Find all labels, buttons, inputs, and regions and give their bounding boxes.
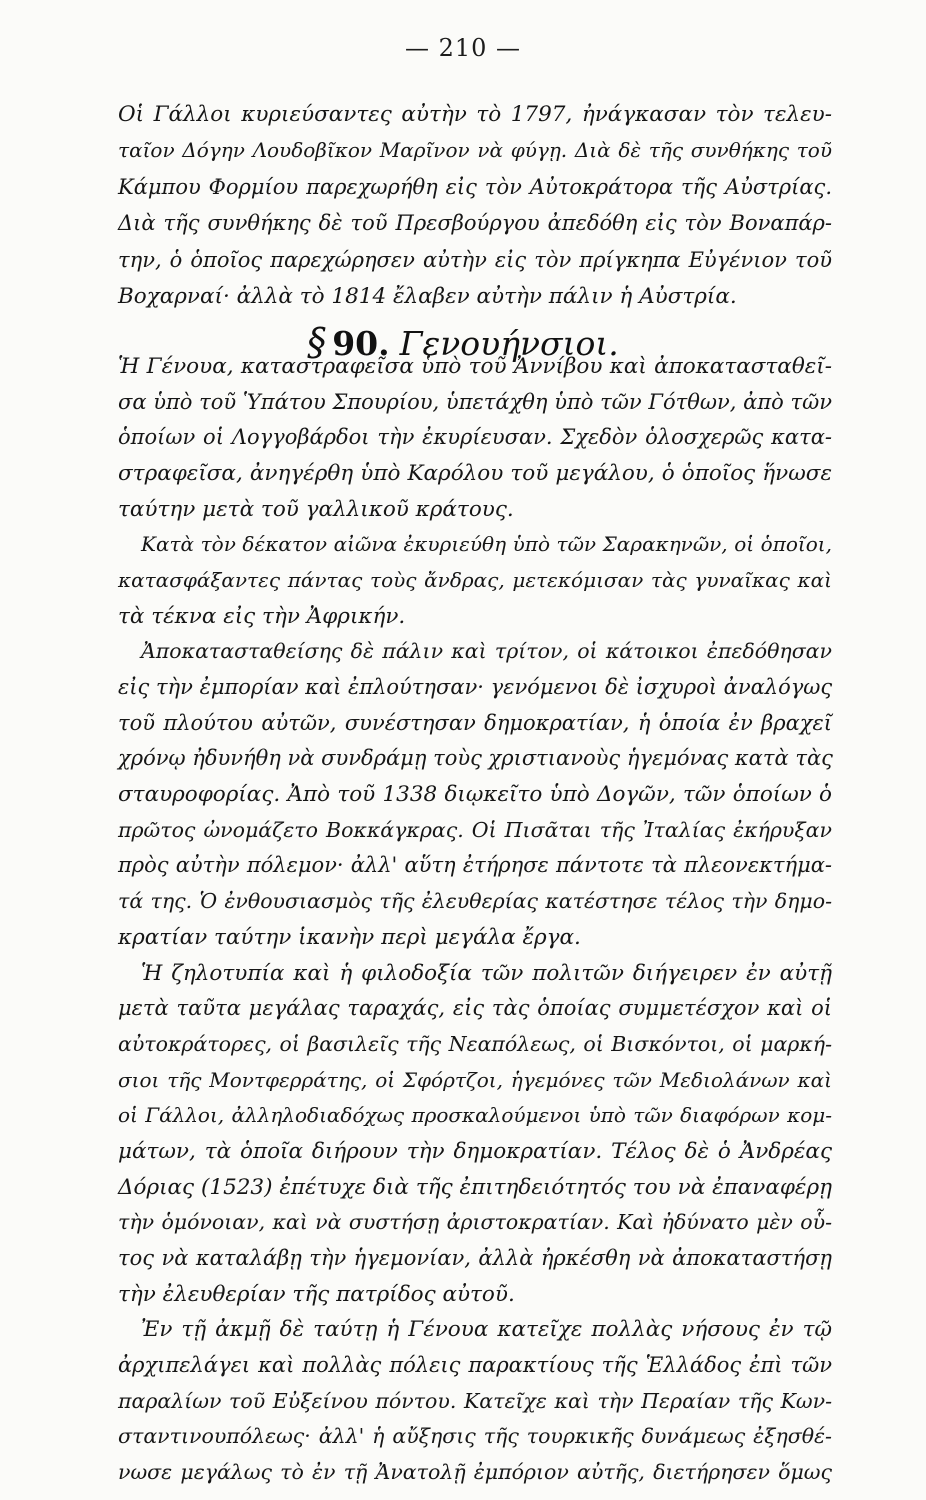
text-line: Οἱ Γάλλοι κυριεύσαντες αὐτὴν τὸ 1797, ἠνάγκασαν τὸν τελευ- — [118, 102, 832, 127]
text-line: κατασφάξαντες πάντας τοὺς ἄνδρας, μετεκόμισαν τὰς γυναῖκας καὶ — [118, 568, 832, 593]
text-line: σα ὑπὸ τοῦ Ὑπάτου Σπουρίου, ὑπετάχθη ὑπὸ τῶν Γότθων, ἀπὸ τῶν — [118, 389, 832, 414]
text-line: ἀρχιπελάγει καὶ πολλὰς πόλεις παρακτίους τῆς Ἑλλάδος ἐπὶ τῶν — [118, 1352, 832, 1377]
text-line: ταῖον Δόγην Λουδοβῖκον Μαρῖνον νὰ φύγῃ. Διὰ δὲ τῆς συνθήκης τοῦ — [118, 138, 832, 163]
text-line: σιοι τῆς Μοντφερράτης, οἱ Σφόρτζοι, ἡγεμόνες τῶν Μεδιολάνων καὶ — [118, 1067, 832, 1092]
text-line: μάτων, τὰ ὁποῖα διήρουν τὴν δημοκρατίαν. Τέλος δὲ ὁ Ἀνδρέας — [118, 1138, 832, 1164]
text-line: Ἡ Γένουα, καταστραφεῖσα ὑπὸ τοῦ Ἀννίβου καὶ ἀποκατασταθεῖ- — [118, 354, 832, 379]
text-line: χρόνῳ ἠδυνήθη νὰ συνδράμῃ τοὺς χριστιανοὺς ἡγεμόνας κατὰ τὰς — [118, 746, 833, 771]
text-line: Ἀποκατασταθείσης δὲ πάλιν καὶ τρίτον, οἱ κάτοικοι ἐπεδόθησαν — [141, 639, 832, 664]
text-line: Κάμπου Φορμίου παρεχωρήθη εἰς τὸν Αὐτοκράτορα τῆς Αὐστρίας. — [118, 174, 832, 199]
text-line: Ἐν τῇ ἀκμῇ δὲ ταύτῃ ἡ Γένουα κατεῖχε πολλὰς νήσους ἐν τῷ — [141, 1317, 832, 1343]
text-line: τοῦ πλούτου αὐτῶν, συνέστησαν δημοκρατίαν, ἡ ὁποία ἐν βραχεῖ — [118, 710, 832, 735]
text-line: τά της. Ὁ ἐνθουσιασμὸς τῆς ἐλευθερίας κατέστησε τέλος τὴν δημο- — [118, 889, 832, 914]
text-line: σταντινουπόλεως· ἀλλ' ἡ αὔξησις τῆς τουρκικῆς δυνάμεως ἐξησθέ- — [118, 1424, 832, 1449]
text-line: τὴν ὁμόνοιαν, καὶ νὰ συστήσῃ ἀριστοκρατίαν. Καὶ ἠδύνατο μὲν οὗ- — [118, 1210, 832, 1235]
text-line: Διὰ τῆς συνθήκης δὲ τοῦ Πρεσβούργου ἀπεδόθη εἰς τὸν Βοναπάρ- — [118, 211, 832, 236]
text-line: την, ὁ ὁποῖος παρεχώρησεν αὐτὴν εἰς τὸν πρίγκηπα Εὐγένιον τοῦ — [118, 247, 832, 272]
text-line: νωσε μεγάλως τὸ ἐν τῇ Ἀνατολῇ ἐμπόριον αὐτῆς, διετήρησεν ὅμως — [118, 1460, 832, 1484]
text-line: Κατὰ τὸν δέκατον αἰῶνα ἐκυριεύθη ὑπὸ τῶν Σαρακηνῶν, οἱ ὁποῖοι, — [141, 532, 832, 557]
text-line: σταυροφορίας. Ἀπὸ τοῦ 1338 διῳκεῖτο ὑπὸ Δογῶν, τῶν ὁποίων ὁ — [118, 782, 832, 808]
text-line: εἰς τὴν ἐμπορίαν καὶ ἐπλούτησαν· γενόμενοι δὲ ἰσχυροὶ ἀναλόγως — [118, 675, 833, 700]
section-title: Γενουήνσιοι. — [399, 324, 619, 364]
text-line: οἱ Γάλλοι, ἀλληλοδιαδόχως προσκαλούμενοι ὑπὸ τῶν διαφόρων κομ- — [118, 1103, 832, 1128]
page-number: — 210 — — [404, 34, 522, 62]
text-line: αὐτοκράτορες, οἱ βασιλεῖς τῆς Νεαπόλεως, οἱ Βισκόντοι, οἱ μαρκή- — [118, 1031, 832, 1056]
text-line: τος νὰ καταλάβῃ τὴν ἡγεμονίαν, ἀλλὰ ἠρκέσθη νὰ ἀποκαταστήσῃ — [118, 1245, 832, 1270]
text-line: μετὰ ταῦτα μεγάλας ταραχάς, εἰς τὰς ὁποίας συμμετέσχον καὶ οἱ — [118, 996, 832, 1021]
text-line: στραφεῖσα, ἀνηγέρθη ὑπὸ Καρόλου τοῦ μεγάλου, ὁ ὁποῖος ἥνωσε — [118, 461, 832, 487]
text-line: πρὸς αὐτὴν πόλεμον· ἀλλ' αὕτη ἐτήρησε πάντοτε τὰ πλεονεκτήμα- — [118, 853, 832, 878]
text-line: πρῶτος ὠνομάζετο Βοκκάγκρας. Οἱ Πισᾶται τῆς Ἰταλίας ἐκήρυξαν — [118, 817, 832, 842]
text-line: ὁποίων οἱ Λογγοβάρδοι τὴν ἐκυρίευσαν. Σχεδὸν ὁλοσχερῶς κατα- — [118, 425, 832, 450]
text-line: τὴν ἐλευθερίαν τῆς πατρίδος αὐτοῦ. — [118, 1281, 515, 1307]
text-line: παραλίων τοῦ Εὐξείνου πόντου. Κατεῖχε καὶ τὴν Περαίαν τῆς Κων- — [118, 1388, 832, 1413]
text-line: Δόριας (1523) ἐπέτυχε διὰ τῆς ἐπιτηδειότητός του νὰ ἐπαναφέρῃ — [118, 1174, 832, 1200]
text-line: ταύτην μετὰ τοῦ γαλλικοῦ κράτους. — [118, 496, 514, 522]
text-line: Βοχαρναί· ἀλλὰ τὸ 1814 ἔλαβεν αὐτὴν πάλιν ἡ Αὐστρία. — [118, 284, 737, 309]
text-line: τὰ τέκνα εἰς τὴν Ἀφρικήν. — [118, 603, 406, 629]
section-number: 90. — [332, 324, 390, 364]
text-line: Ἡ ζηλοτυπία καὶ ἡ φιλοδοξία τῶν πολιτῶν διήγειρεν ἐν αὐτῇ — [141, 960, 832, 986]
section-mark: § — [307, 320, 327, 365]
text-line: κρατίαν ταύτην ἱκανὴν περὶ μεγάλα ἔργα. — [118, 924, 581, 950]
